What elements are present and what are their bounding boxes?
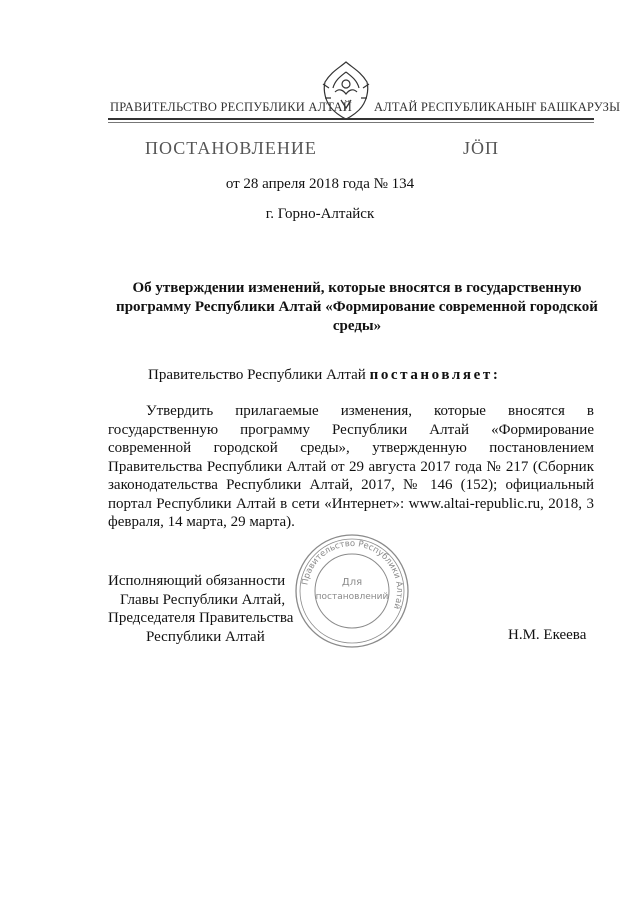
- signer-block: [108, 572, 308, 646]
- decree-intro-subject: Правительство Республики Алтай: [148, 367, 366, 383]
- header-government-ru: ПРАВИТЕЛЬСТВО РЕСПУБЛИКИ АЛТАЙ: [110, 100, 352, 114]
- header-government-alt: АЛТАЙ РЕСПУБЛИКАНЫҤ БАШКАРУЗЫ: [374, 100, 621, 114]
- document-date-number: от 28 апреля 2018 года № 134: [225, 176, 415, 192]
- header-rule-thin: [108, 122, 594, 123]
- signer-line-3: Председателя Правительства: [108, 610, 294, 626]
- decree-verb: постановляет:: [369, 367, 501, 383]
- document-city: г. Горно-Алтайск: [265, 206, 375, 222]
- signer-line-2: Главы Республики Алтай,: [120, 591, 286, 608]
- signer-name: Н.М. Екеева: [508, 627, 587, 643]
- signer-line-4: Республики Алтай: [146, 628, 265, 645]
- header-rule: [108, 118, 594, 120]
- stamp-center-line1: Для: [341, 577, 363, 588]
- decree-body: [108, 402, 594, 532]
- doc-type-alt: ЈӦП: [463, 138, 500, 158]
- document-title: Об утверждении изменений, которые вносятся в государственную программу Республики Алтай «Формирование современной городской среды»: [116, 280, 598, 334]
- signer-line-1: Исполняющий обязанности: [108, 573, 286, 589]
- decree-intro: [148, 367, 500, 384]
- doc-type-ru: ПОСТАНОВЛЕНИЕ: [145, 138, 317, 158]
- seal-stamp: [293, 532, 411, 650]
- stamp-ring-text: Правительство Республики Алтай: [300, 538, 405, 611]
- decree-body-text: Утвердить прилагаемые изменения, которые вносятся в государственную программу Республики Алтай «Формирование современной городской среды», утвержденную постановлением Правительства Республики Алтай от 29 августа 2017 года № 217 (Сборник законодательства Республики Алтай, 2017, № 146 (152); официальный портал Республики Алтай в сети «Интернет»: www.altai-republic.ru, 2018, 3 февраля, 14 марта, 29 марта).: [108, 403, 594, 530]
- stamp-center-line2: постановлений: [315, 592, 389, 602]
